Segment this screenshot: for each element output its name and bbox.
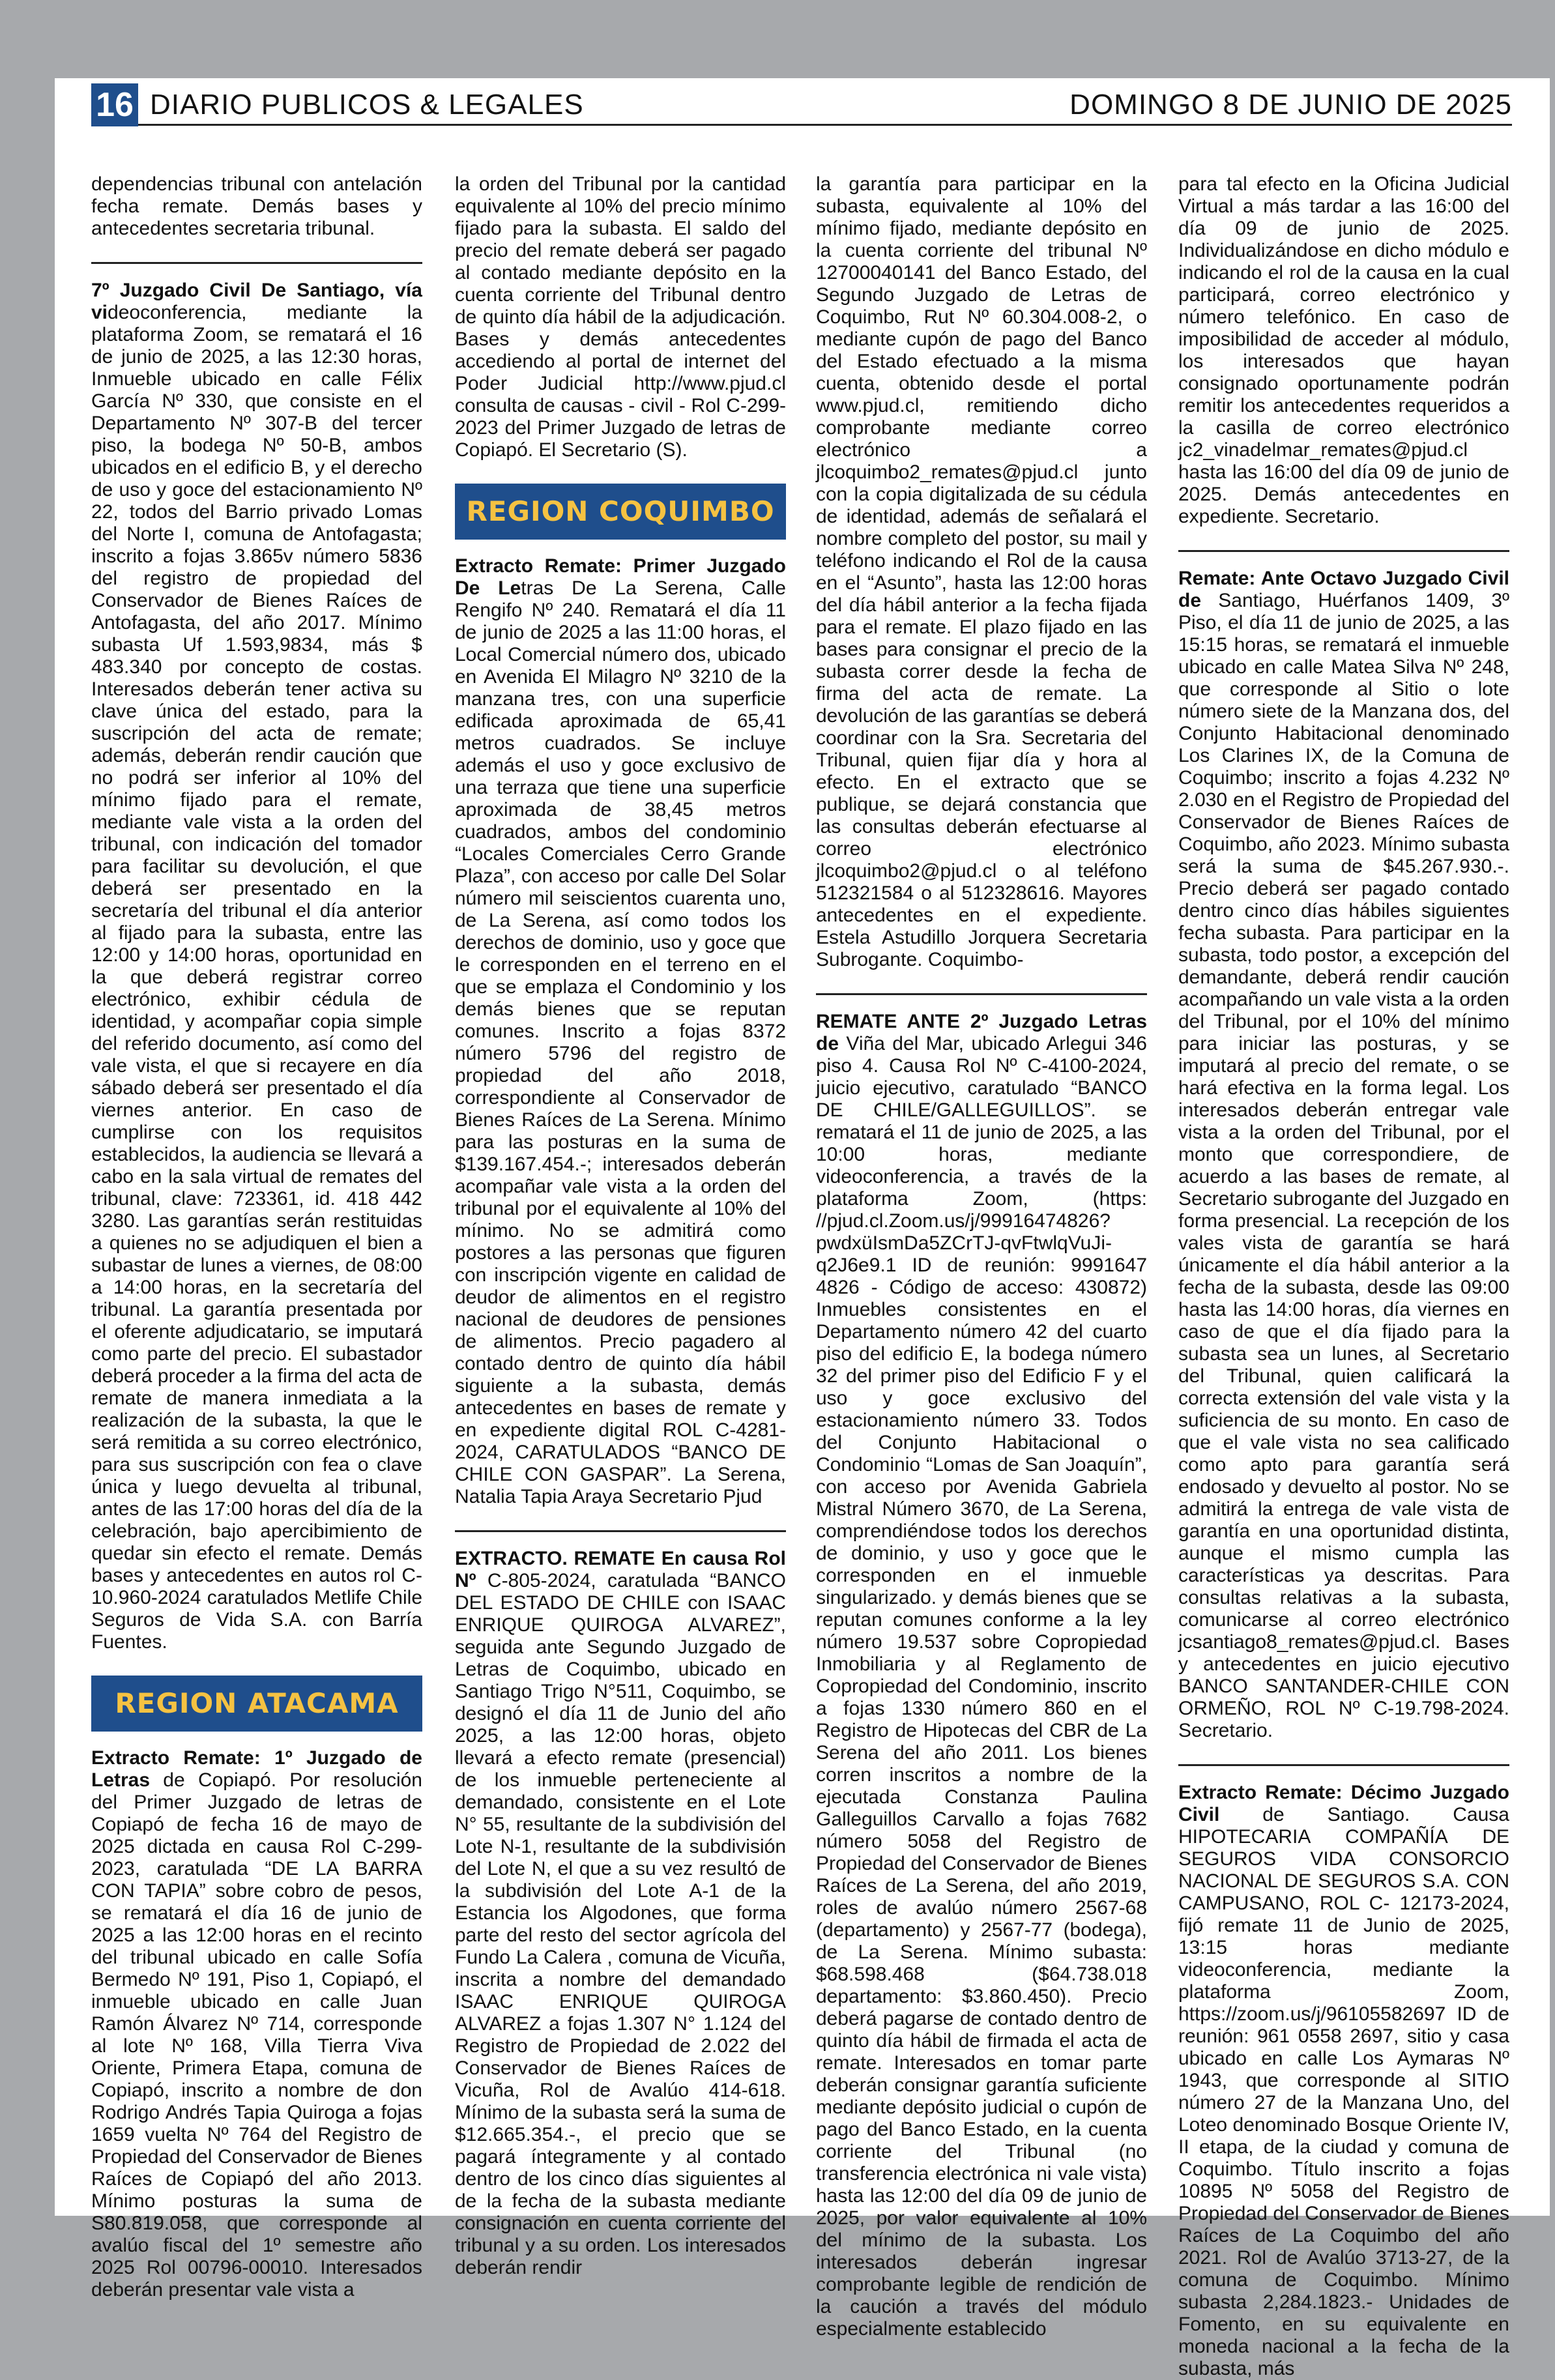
- page-number: 16: [91, 83, 138, 126]
- notice: [816, 1011, 1147, 2340]
- notice-body: tras De La Serena, Calle Rengifo Nº 240. Rematará el día 11 de junio de 2025 a las 11:00 horas, el Local Comercial número dos, ubicado en Avenida El Milagro Nº 3210 de la manzana tres, con una superficie edificada aproximada de 65,41 metros cuadrados. Se incluye además el uso y goce exclusivo de una terraza que tiene una superficie aproximada de 38,45 metros cuadrados, ambos del condominio “Locales Comerciales Cerro Grande Plaza”, con acceso por calle Del Solar número mil seiscientos cuarenta uno, de La Serena, así como todos los derechos de dominio, uso y goce que le corresponden en el terreno en el que se emplaza el Condominio y los demás bienes que se reputan comunes. Inscrito a fojas 8372 número 5796 del registro de propiedad del año 2018, correspondiente al Conservador de Bienes Raíces de La Serena. Mínimo para las posturas en la suma de $139.167.454.-; interesados deberán acompañar vale vista a la orden del tribunal por el equivalente al 10% del mínimo. No se admitirá como postores a las personas que figuren con inscripción vigente en calidad de deudor de alimentos en el registro nacional de deudores de pensiones de alimentos. Precio pagadero al contado dentro de quinto día hábil siguiente a la subasta, demás antecedentes en bases de remate y en expediente digital ROL C-4281-2024, CARATULADOS “BANCO DE CHILE CON GASPAR”. La Serena, Natalia Tapia Araya Secretario Pjud: [455, 577, 786, 1507]
- notice-lead: Extracto Remate: Décimo Juzgado Civil: [1178, 1782, 1509, 1825]
- column-3: [816, 173, 1147, 2340]
- notice-separator: [91, 262, 422, 264]
- notice-body: deoconferencia, mediante la plataforma Zoom, se rematará el 16 de junio de 2025, a las 12:30 horas, Inmueble ubicado en calle Félix García Nº 330, que consiste en el Departamento Nº 307-B del tercer piso, la bodega Nº 50-B, ambos ubicados en el edificio B, y el derecho de uso y goce del estacionamiento Nº 22, todos del Barrio privado Lomas del Norte I, comuna de Antofagasta; inscrito a fojas 3.865v número 5836 del registro de propiedad del Conservador de Bienes Raíces de Antofagasta, del año 2017. Mínimo subasta Uf 1.593,9834, más $ 483.340 por concepto de costas. Interesados deberán tener activa su clave única del estado, para la suscripción del acta de remate; además, deberán rendir caución que no podrá ser inferior al 10% del mínimo fijado para el remate, mediante vale vista a la orden del tribunal, con indicación del tomador para facilitar su devolución, el que deberá ser presentado en la secretaría del tribunal el día anterior al fijado para la subasta, entre las 12:00 y 14:00 horas, oportunidad en la que deberá registrar correo electrónico, exhibir cédula de identidad, y acompañar copia simple del referido documento, así como del vale vista, el que si recayere en día sábado deberá ser presentado el día viernes anterior. En caso de cumplirse con los requisitos establecidos, la audiencia se llevará a cabo en la sala virtual de remates del tribunal, clave: 723361, id. 418 442 3280. Las garantías serán restituidas a quienes no se adjudiquen el bien a subastar de lunes a viernes, de 08:00 a 14:00 horas, en la secretaría del tribunal. La garantía presentada por el oferente adjudicatario, se imputará como parte del precio. El subastador deberá proceder a la firma del acta de remate de manera inmediata a la realización de la subasta, la que le será remitida a su correo electrónico, para sus suscripción con fea o clave única y luego devuelta al tribunal, antes de las 17:00 horas del día de la celebración, bajo apercibimiento de quedar sin efecto el remate. Demás bases y antecedentes en autos rol C-10.960-2024 caratulados Metlife Chile Seguros de Vida S.A. con Barría Fuentes.: [91, 302, 422, 1653]
- column-1: [91, 173, 422, 2301]
- notice-continued: para tal efecto en la Oficina Judicial Virtual a más tardar a las 16:00 del día 09 de junio de 2025. Individualizándose en dicho módulo e indicando el rol de la causa en la cual participará, correo electrónico y número telefónico. En caso de imposibilidad de acceder al módulo, los interesados que hayan consignado oportunamente podrán remitir los antecedentes requeridos a la casilla de correo electrónico jc2_vinadelmar_remates@pjud.cl hasta las 16:00 del día 09 de junio de 2025. Demás antecedentes en expediente. Secretario.: [1178, 173, 1509, 527]
- header-rule: [138, 124, 1512, 126]
- column-4: [1178, 173, 1509, 2380]
- notice: [91, 1747, 422, 2301]
- notice-separator: [1178, 550, 1509, 552]
- notice-lead: Remate: Ante Octavo Juzgado Civil de: [1178, 568, 1509, 611]
- notice-continued: la garantía para participar en la subasta, equivalente al 10% del mínimo fijado, mediante depósito en la cuenta corriente del tribunal Nº 12700040141 del Banco Estado, del Segundo Juzgado de Letras de Coquimbo, Rut Nº 60.304.008-2, o mediante cupón de pago del Banco del Estado efectuado a la misma cuenta, obtenido desde el portal www.pjud.cl, remitiendo dicho comprobante mediante correo electrónico a jlcoquimbo2_remates@pjud.cl junto con la copia digitalizada de su cédula de identidad, además de señalará el nombre completo del postor, su mail y teléfono indicando el Rol de la causa en el “Asunto”, hasta las 12:00 horas del día hábil anterior a la fecha fijada para el remate. El plazo fijado en las bases para consignar el precio de la subasta correr desde la fecha de firma del acta de remate. La devolución de las garantías se deberá coordinar con la Sra. Secretaria del Tribunal, quien fijar día y hora al efecto. En el extracto que se publique, se dejará constancia que las consultas deberán efectuarse al correo electrónico jlcoquimbo2@pjud.cl o al teléfono 512321584 o al 512328616. Mayores antecedentes en el expediente. Estela Astudillo Jorquera Secretaria Subrogante. Coquimbo-: [816, 173, 1147, 970]
- notice: [1178, 568, 1509, 1742]
- notice-continued: dependencias tribunal con antelación fecha remate. Demás bases y antecedentes secretaria tribunal.: [91, 173, 422, 239]
- notice-separator: [816, 993, 1147, 995]
- notice-body: Santiago, Huérfanos 1409, 3º Piso, el día 11 de junio de 2025, a las 15:15 horas, se rematará el inmueble ubicado en calle Matea Silva Nº 248, que corresponde al Sitio o lote número siete de la Manzana dos, del Conjunto Habitacional denominado Los Clarines IX, de la Comuna de Coquimbo; inscrito a fojas 4.232 Nº 2.030 en el Registro de Propiedad del Conservador de Bienes Raíces de Coquimbo, año 2023. Mínimo subasta será la suma de $45.267.930.-. Precio deberá ser pagado contado dentro cinco días hábiles siguientes fecha subasta. Para participar en la subasta, todo postor, a excepción del demandante, deberá rendir caución acompañando un vale vista a la orden del Tribunal, por el 10% del mínimo para iniciar las posturas, y se imputará al precio del remate, o se hará efectiva en la forma legal. Los interesados deberán entregar vale vista a la orden del Tribunal, por el monto que correspondiere, de acuerdo a las bases de remate, al Secretario subrogante del Juzgado en forma presencial. La recepción de los vales vista de garantía se hará únicamente el día hábil anterior a la fecha de la subasta, desde las 09:00 hasta las 14:00 horas, día viernes en caso de que el día fijado para la subasta sea un lunes, al Secretario del Tribunal, quien calificará la correcta extensión del vale vista y la suficiencia de su monto. En caso de que el vale vista no sea calificado como apto para garantía será endosado y devuelto al postor. No se admitirá la entrega de vale vista de garantía en una oportunidad distinta, aunque el mismo cumpla las características ya descritas. Para consultas relativas a la subasta, comunicarse al correo electrónico jcsantiago8_remates@pjud.cl. Bases y antecedentes en juicio ejecutivo BANCO SANTANDER-CHILE CON ORMEÑO, ROL Nº C-19.798-2024. Secretario.: [1178, 590, 1509, 1741]
- column-2: [455, 173, 786, 2279]
- notice-body: de Santiago. Causa HIPOTECARIA COMPAÑÍA DE SEGUROS VIDA CONSORCIO NACIONAL DE SEGUROS S.A. CON CAMPUSANO, ROL C- 12173-2024, fijó remate 11 de Junio de 2025, 13:15 horas mediante videoconferencia, mediante la plataforma Zoom, https://zoom.us/j/96105582697 ID de reunión: 961 0558 2697, sitio y casa ubicado en calle Los Aymaras Nº 1943, que corresponde al SITIO número 27 de la Manzana Uno, del Loteo denominado Bosque Oriente IV, II etapa, de la ciudad y comuna de Coquimbo. Título inscrito a fojas 10895 Nº 5058 del Registro de Propiedad del Conservador de Bienes Raíces de La Coquimbo del año 2021. Rol de Avalúo 3713-27, de la comuna de Coquimbo. Mínimo subasta 2,284.1823.- Unidades de Fomento, en su equivalente en moneda nacional a la fecha de la subasta, más: [1178, 1804, 1509, 2379]
- notice: [91, 280, 422, 1653]
- publication-date: DOMINGO 8 DE JUNIO DE 2025: [1069, 89, 1512, 121]
- notice-lead: EXTRACTO. REMATE En causa Rol Nº: [455, 1548, 786, 1591]
- notice-separator: [1178, 1764, 1509, 1766]
- notice-body: de Copiapó. Por resolución del Primer Juzgado de letras de Copiapó de fecha 16 de mayo de 2025 dictada en causa Rol C-299-2023, caratulada “DE LA BARRA CON TAPIA” sobre cobro de pesos, se rematará el día 16 de junio de 2025 a las 12:00 horas en el recinto del tribunal ubicado en calle Sofía Bermedo Nº 191, Piso 1, Copiapó, el inmueble ubicado en calle Juan Ramón Álvarez Nº 714, corresponde al lote Nº 168, Villa Tierra Viva Oriente, Primera Etapa, comuna de Copiapó, inscrito a nombre de don Rodrigo Andrés Tapia Quiroga a fojas 1659 vuelta Nº 764 del Registro de Propiedad del Conservador de Bienes Raíces de Copiapó del año 2013. Mínimo posturas la suma de S80.819.058, que corresponde al avalúo fiscal del 1º semestre año 2025 Rol 00796-00010. Interesados deberán presentar vale vista a: [91, 1769, 422, 2300]
- page-header: [91, 83, 1512, 124]
- notice: [1178, 1782, 1509, 2380]
- section-banner-atacama: REGION ATACAMA: [91, 1676, 422, 1732]
- notice-body: C-805-2024, caratulada “BANCO DEL ESTADO DE CHILE con ISAAC ENRIQUE QUIROGA ALVAREZ”, seguida ante Segundo Juzgado de Letras de Coquimbo, ubicado en Santiago Trigo N°511, Coquimbo, se designó el día 11 de Junio del año 2025, a las 12:00 horas, objeto llevará a efecto remate (presencial) de los inmueble perteneciente al demandado, consistente en el Lote N° 55, resultante de la subdivisión del Lote N-1, resultante de la subdivisión del Lote N, el que a su vez resultó de la subdivisión del Lote A-1 de la Estancia los Algodones, que forma parte del resto del sector agrícola del Fundo La Calera , comuna de Vicuña, inscrita a nombre del demandado ISAAC ENRIQUE QUIROGA ALVAREZ a fojas 1.307 N° 1.124 del Registro de Propiedad de 2.022 del Conservador de Bienes Raíces de Vicuña, Rol de Avalúo 414-618. Mínimo de la subasta será la suma de $12.665.354.-, el precio que se pagará íntegramente y al contado dentro de los cinco días siguientes al de la fecha de la subasta mediante consignación en cuenta corriente del tribunal y a su orden. Los interesados deberán rendir: [455, 1570, 786, 2278]
- notice-body: Viña del Mar, ubicado Arlegui 346 piso 4. Causa Rol Nº C-4100-2024, juicio ejecutivo, caratulado “BANCO DE CHILE/GALLEGUILLOS”. se rematará el 11 de junio de 2025, a las 10:00 horas, mediante videoconferencia, a través de la plataforma Zoom, (https: //pjud.cl.Zoom.us/j/99916474826?pwdxüIsmDa5ZCrTJ-qvFtwlqVuJi-q2J6e9.1 ID de reunión: 9991647 4826 - Código de acceso: 430872) Inmuebles consistentes en el Departamento número 42 del cuarto piso del edificio E, la bodega número 32 del primer piso del Edificio F y el uso y goce exclusivo del estacionamiento número 33. Todos del Conjunto Habitacional o Condominio “Lomas de San Joaquín”, con acceso por Avenida Gabriela Mistral Número 3670, de La Serena, comprendiéndose todos los derechos de dominio, y uso y goce que le corresponden en el inmueble singularizado. y demás bienes que se reputan comunes conforme a la ley número 19.537 sobre Copropiedad Inmobiliaria y al Reglamento de Copropiedad del Condominio, inscrito a fojas 1330 número 860 en el Registro de Hipotecas del CBR de La Serena del año 2011. Los bienes corren inscritos a nombre de la ejecutada Constanza Paulina Galleguillos Carvallo a fojas 7682 número 5058 del Registro de Propiedad del Conservador de Bienes Raíces de La Serena, del año 2019, roles de avalúo número 2567-68 (departamento) y 2567-77 (bodega), de La Serena. Mínimo subasta: $68.598.468 ($64.738.018 departamento: $3.860.450). Precio deberá pagarse de contado dentro de quinto día hábil de firmada el acta de remate. Interesados en tomar parte deberán consignar garantía suficiente mediante depósito judicial o cupón de pago del Banco Estado, en la cuenta corriente del Tribunal (no transferencia electrónica ni vale vista) hasta las 12:00 del día 09 de junio de 2025, por valor equivalente al 10% del mínimo de la subasta. Los interesados deberán ingresar comprobante legible de rendición de la caución a través del módulo especialmente establecido: [816, 1033, 1147, 2340]
- notice: [455, 555, 786, 1508]
- notice-lead: Extracto Remate: 1º Juzgado de Letras: [91, 1747, 422, 1791]
- notice: [455, 1548, 786, 2279]
- notice-lead: REMATE ANTE 2º Juzgado Letras de: [816, 1011, 1147, 1054]
- notice-continued: la orden del Tribunal por la cantidad equivalente al 10% del precio mínimo fijado para la subasta. El saldo del precio del remate deberá ser pagado al contado mediante depósito en la cuenta corriente del Tribunal dentro de quinto día hábil de la adjudicación. Bases y demás antecedentes accediendo al portal de internet del Poder Judicial http://www.pjud.cl consulta de causas - civil - Rol C-299-2023 del Primer Juzgado de letras de Copiapó. El Secretario (S).: [455, 173, 786, 461]
- notice-lead: 7º Juzgado Civil De Santiago, vía vi: [91, 280, 422, 323]
- section-banner-coquimbo: REGION COQUIMBO: [455, 484, 786, 540]
- notice-separator: [455, 1530, 786, 1532]
- publication-title: DIARIO PUBLICOS & LEGALES: [150, 89, 584, 121]
- notice-lead: Extracto Remate: Primer Juzgado De Le: [455, 555, 786, 599]
